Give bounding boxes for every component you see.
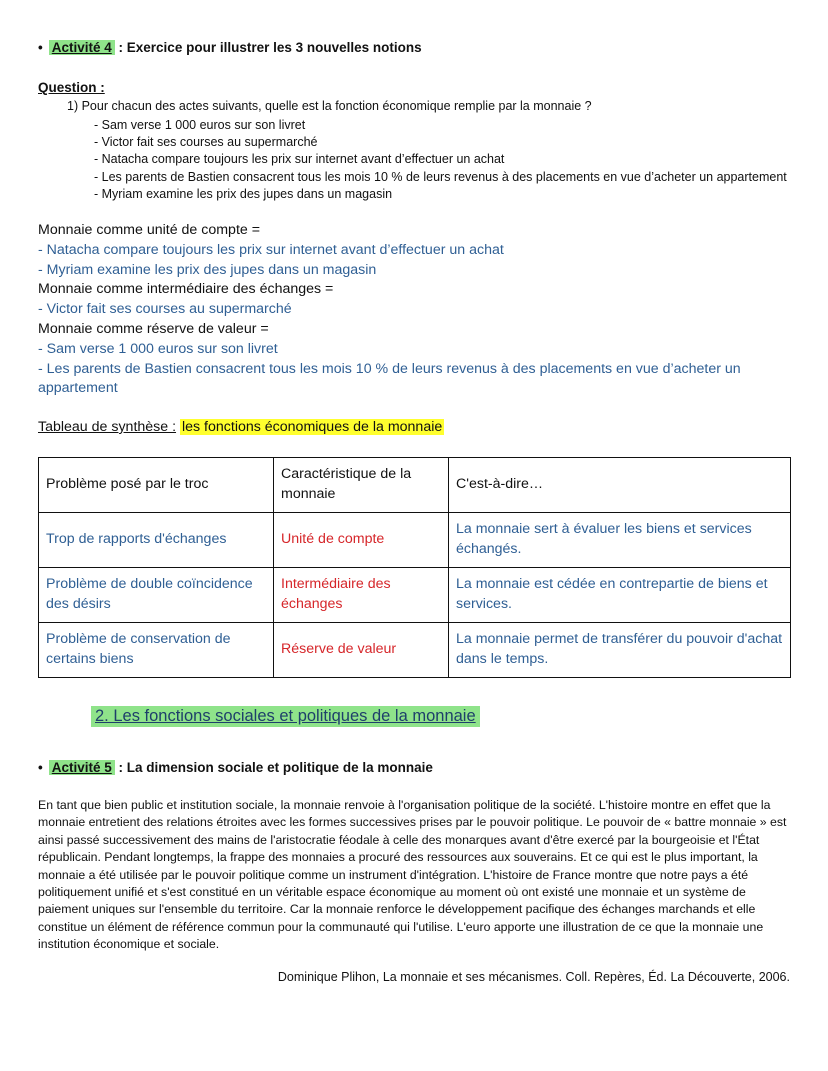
intermediaire-title: Monnaie comme intermédiaire des échanges = <box>38 281 334 298</box>
section-2-title: 2. Les fonctions sociales et politiques de la monnaie <box>91 706 480 727</box>
table-cell: Réserve de valeur <box>274 623 449 678</box>
synthese-heading <box>38 419 444 435</box>
unite-title: Monnaie comme unité de compte = <box>38 222 260 238</box>
source-citation: Dominique Plihon, La monnaie et ses mécanismes. Coll. Repères, Éd. La Découverte, 2006. <box>277 970 790 984</box>
activity-4-label: Activité 4 <box>49 40 115 55</box>
bullet: • <box>38 760 43 775</box>
list-item: - Sam verse 1 000 euros sur son livret <box>94 118 306 132</box>
activity-4-title: : Exercice pour illustrer les 3 nouvelles notions <box>118 40 422 55</box>
answers-block <box>38 221 798 399</box>
list-item: - Myriam examine les prix des jupes dans un magasin <box>94 186 393 201</box>
table-cell: Intermédiaire des échanges <box>274 568 449 623</box>
question-prompt: 1) Pour chacun des actes suivants, quelle est la fonction économique remplie par la monnaie ? <box>67 99 592 113</box>
table-row <box>39 513 791 568</box>
table-cell: Trop de rapports d'échanges <box>39 513 274 568</box>
synthese-label: Tableau de synthèse : <box>38 419 177 435</box>
activity-5-title: : La dimension sociale et politique de la monnaie <box>118 760 433 775</box>
question-heading: Question : <box>38 80 105 95</box>
table-header-cell: C'est-à-dire… <box>449 458 791 513</box>
table-header-row <box>39 458 791 513</box>
reserve-title: Monnaie comme réserve de valeur = <box>38 320 269 337</box>
answer-item: - Sam verse 1 000 euros sur son livret <box>38 340 278 357</box>
answer-item: - Les parents de Bastien consacrent tous les mois 10 % de leurs revenus à des placements en vue d’acheter un appartement <box>38 360 741 397</box>
answer-item: - Natacha compare toujours les prix sur internet avant d’effectuer un achat <box>38 241 504 258</box>
answer-item: - Myriam examine les prix des jupes dans un magasin <box>38 261 377 278</box>
question-items <box>94 117 787 203</box>
table-row <box>39 623 791 678</box>
table-cell: Unité de compte <box>274 513 449 568</box>
list-item: - Victor fait ses courses au supermarché <box>94 135 318 150</box>
activity-5-label: Activité 5 <box>49 760 115 775</box>
table-header-cell: Caractéristique de la monnaie <box>274 458 449 513</box>
table-header-cell: Problème posé par le troc <box>39 458 274 513</box>
table-cell: La monnaie sert à évaluer les biens et services échangés. <box>449 513 791 568</box>
bullet: • <box>38 40 43 55</box>
table-cell: Problème de double coïncidence des désirs <box>39 568 274 623</box>
list-item: - Natacha compare toujours les prix sur internet avant d’effectuer un achat <box>94 152 505 167</box>
body-paragraph: En tant que bien public et institution sociale, la monnaie renvoie à l'organisation politique de la société. L'histoire montre en effet que la monnaie entretient des relations étroites avec les formes successives prises par le pouvoir politique. Le pouvoir de « battre monnaie » est ainsi passé successivement des mains de l'aristocratie féodale à celle des monarques avant d'être exercé par la bourgeoisie et l'État républicain. Pendant longtemps, la frappe des monnaies a procuré des ressources aux souverains. Et ce qui est le plus important, la monnaie a été utilisée par le pouvoir politique comme un instrument d'intégration. L'histoire de France montre que notre pays a été politiquement unifié et s'est constitué en un véritable espace économique au moment où ont existé une monnaie et un système de paiement uniques sur l'ensemble du territoire. Car la monnaie renforce le développement pacifique des échanges marchands et elle constitue un élément de référence commun pour la communauté qui l'utilise. L'euro apporte une illustration de ce que la monnaie une institution économique et sociale. <box>38 798 787 952</box>
activity-4-heading <box>38 40 422 55</box>
table-cell: Problème de conservation de certains biens <box>39 623 274 678</box>
table-cell: La monnaie permet de transférer du pouvoir d'achat dans le temps. <box>449 623 791 678</box>
synthese-table <box>38 457 791 678</box>
table-row <box>39 568 791 623</box>
table-cell: La monnaie est cédée en contrepartie de biens et services. <box>449 568 791 623</box>
answer-item: - Victor fait ses courses au supermarché <box>38 301 292 318</box>
synthese-title: les fonctions économiques de la monnaie <box>181 419 443 435</box>
list-item: - Les parents de Bastien consacrent tous les mois 10 % de leurs revenus à des placements en vue d’acheter un appartement <box>94 169 787 184</box>
activity-5-heading <box>38 760 433 775</box>
